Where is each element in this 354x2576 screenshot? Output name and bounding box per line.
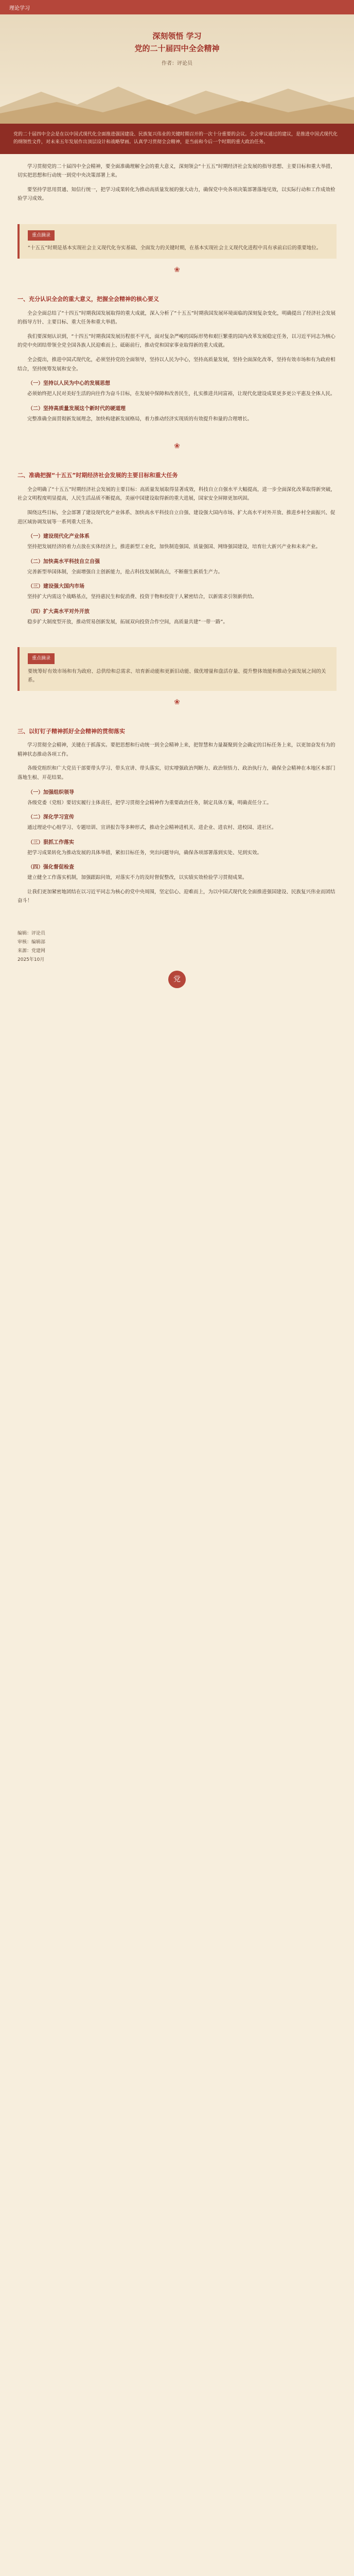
paragraph: 通过理论中心组学习、专题培训、宣讲报告等多种形式，推动全会精神进机关、进企业、进农村、进校园、进社区。 (27, 825, 277, 831)
footer-editor: 编辑：评论员 (17, 930, 46, 936)
section-heading: 二、准确把握“十五五”时期经济社会发展的主要目标和重大任务 (17, 472, 178, 479)
paragraph: 要坚持学思用贯通、知信行统一，把学习成果转化为推动高质量发展的强大动力，确保党中央各项决策部署落地见效，以实际行动和工作成效检验学习成效。 (17, 187, 335, 202)
footer-date: 2025年10月 (17, 957, 45, 963)
subsection-heading: （一）坚持以人民为中心的发展思想 (28, 381, 110, 387)
flower-divider-icon: ❀ (174, 266, 180, 275)
seal-icon: 党 (168, 971, 186, 988)
quote-label: 重点摘录 (28, 230, 55, 241)
hero-title-line2: 党的二十届四中全会精神 (134, 44, 220, 53)
paragraph: 坚持把发展经济的着力点放在实体经济上，推进新型工业化，加快制造强国、质量强国、网络强国建设，培育壮大新兴产业和未来产业。 (27, 544, 321, 550)
paragraph: 完整准确全面贯彻新发展理念，加快构建新发展格局，着力推动经济实现质的有效提升和量的合理增长。 (27, 416, 253, 422)
subsection-heading: （二）加快高水平科技自立自强 (28, 558, 100, 565)
article-footer (0, 919, 354, 1004)
subsection-heading: （三）狠抓工作落实 (28, 839, 74, 845)
section-one (0, 279, 354, 437)
section-opening (0, 154, 354, 217)
mountain-illustration (0, 76, 354, 123)
subsection-heading: （四）扩大高水平对外开放 (28, 608, 90, 615)
hero-banner (0, 14, 354, 124)
intro-text: 党的二十届四中全会是在以中国式现代化全面推进强国建设、民族复兴伟业的关键时期召开的一次十分重要的会议。全会审议通过的建议，是推进中国式现代化的纲领性文件，对未来五年发展作出顶层设计和战略擘画。认真学习贯彻全会精神，是当前和今后一个时期的重大政治任务。 (13, 132, 338, 145)
section-three (0, 711, 354, 919)
paragraph: 坚持扩大内需这个战略基点，坚持惠民生和促消费、投资于物和投资于人紧密结合，以新需求引领新供给。 (27, 594, 257, 600)
quote-text: “十五五”时期是基本实现社会主义现代化夯实基础、全面发力的关键时期，在基本实现社会主义现代化进程中具有承前启后的重要地位。 (28, 245, 322, 251)
subsection-heading: （一）加强组织领导 (28, 789, 74, 795)
quote-box (17, 224, 337, 259)
paragraph: 我们要深刻认识到，“十四五”时期我国发展历程很不平凡，面对复杂严峻的国际形势和艰巨繁重的国内改革发展稳定任务，以习近平同志为核心的党中央团结带领全党全国各族人民迎难而上、砥砺前行，推动党和国家事业取得新的重大成就。 (17, 333, 335, 349)
subsection-heading: （三）建设强大国内市场 (28, 584, 84, 590)
paragraph: 把学习成果转化为推动发展的具体举措，紧扣目标任务，突出问题导向，确保各项部署落到实处、见到实效。 (27, 850, 262, 856)
logo (17, 971, 337, 988)
flower-divider-icon: ❀ (174, 698, 180, 706)
paragraph: 完善新型举国体制，全面增强自主创新能力，抢占科技发展制高点，不断催生新质生产力。 (27, 569, 223, 575)
closing-paragraph: 让我们更加紧密地团结在以习近平同志为核心的党中央周围，坚定信心、迎难而上，为以中国式现代化全面推进强国建设、民族复兴伟业而团结奋斗！ (17, 889, 335, 904)
quote-text: 要统筹好有效市场和有为政府、总供给和总需求、培育新动能和更新旧动能、做优增量和盘活存量、提升整体效能和推动全面发展之间的关系。 (28, 668, 326, 683)
section-heading: 三、以钉钉子精神抓好全会精神的贯彻落实 (17, 727, 125, 735)
paragraph: 各级党组织和广大党员干部要带头学习、带头宣讲、带头落实，切实增强政治判断力、政治领悟力、政治执行力，确保全会精神在本地区本部门落地生根、开花结果。 (17, 766, 335, 781)
hero-title-line1: 深刻领悟 学习 (152, 31, 202, 41)
paragraph: 必须始终把人民对美好生活的向往作为奋斗目标，在发展中保障和改善民生，扎实推进共同富裕，让现代化建设成果更多更公平惠及全体人民。 (27, 391, 335, 397)
paragraph: 稳步扩大制度型开放，推动贸易创新发展，拓展双向投资合作空间，高质量共建“一带一路”。 (27, 619, 228, 625)
paragraph: 各级党委（党组）要切实履行主体责任，把学习贯彻全会精神作为重要政治任务，制定具体方案，明确责任分工。 (27, 800, 272, 806)
subsection-heading: （四）强化督促检查 (28, 865, 74, 871)
footer-source: 来源：党建网 (17, 948, 46, 954)
paragraph: 学习贯彻全会精神，关键在于抓落实。要把思想和行动统一到全会精神上来，把智慧和力量凝聚到全会确定的目标任务上来，以更加奋发有为的精神状态推动各项工作。 (17, 742, 335, 757)
paragraph: 全会全面总结了“十四五”时期我国发展取得的重大成就，深入分析了“十五五”时期我国发展环境面临的深刻复杂变化，明确提出了经济社会发展的指导方针、主要目标、重大任务和重大举措。 (17, 310, 336, 326)
paragraph: 建立健全工作落实机制，加强跟踪问效，对落实不力的及时督促整改，以实绩实效检验学习贯彻成果。 (27, 875, 247, 881)
quote-box (17, 647, 337, 690)
footer-review: 审核：编辑部 (17, 940, 46, 945)
section-heading: 一、充分认识全会的重大意义，把握全会精神的核心要义 (17, 296, 159, 303)
hero-title-block (120, 30, 234, 66)
topbar-text: 理论学习 (9, 5, 30, 11)
flower-divider-icon: ❀ (174, 442, 180, 451)
section-two (0, 455, 354, 640)
subsection-heading: （二）深化学习宣传 (28, 815, 74, 821)
paragraph: 全会明确了“十五五”时期经济社会发展的主要目标：高质量发展取得显著成效，科技自立自强水平大幅提高，进一步全面深化改革取得新突破，社会文明程度明显提高，人民生活品质不断提高，美丽中国建设取得新的重大进展，国家安全屏障更加巩固。 (17, 486, 335, 502)
intro-band (0, 124, 354, 154)
paragraph: 全会提出，推进中国式现代化，必须坚持党的全面领导，坚持以人民为中心，坚持高质量发展，坚持全面深化改革，坚持有效市场和有为政府相结合，坚持统筹发展和安全。 (17, 357, 335, 372)
top-bar (0, 0, 354, 14)
quote-label: 重点摘录 (28, 653, 55, 664)
subsection-heading: （一）建设现代化产业体系 (28, 534, 90, 540)
subsection-heading: （二）坚持高质量发展这个新时代的硬道理 (28, 405, 126, 412)
hero-author: 作者：评论员 (162, 61, 192, 66)
paragraph: 学习贯彻党的二十届四中全会精神，要全面准确理解全会的重大意义，深刻领会“十五五”时期经济社会发展的指导思想、主要目标和重大举措，切实把思想和行动统一到党中央决策部署上来。 (17, 163, 335, 179)
paragraph: 围绕这些目标，全会部署了建设现代化产业体系、加快高水平科技自立自强、建设强大国内市场、扩大高水平对外开放、推进乡村全面振兴、促进区域协调发展等一系列重大任务。 (17, 510, 335, 525)
